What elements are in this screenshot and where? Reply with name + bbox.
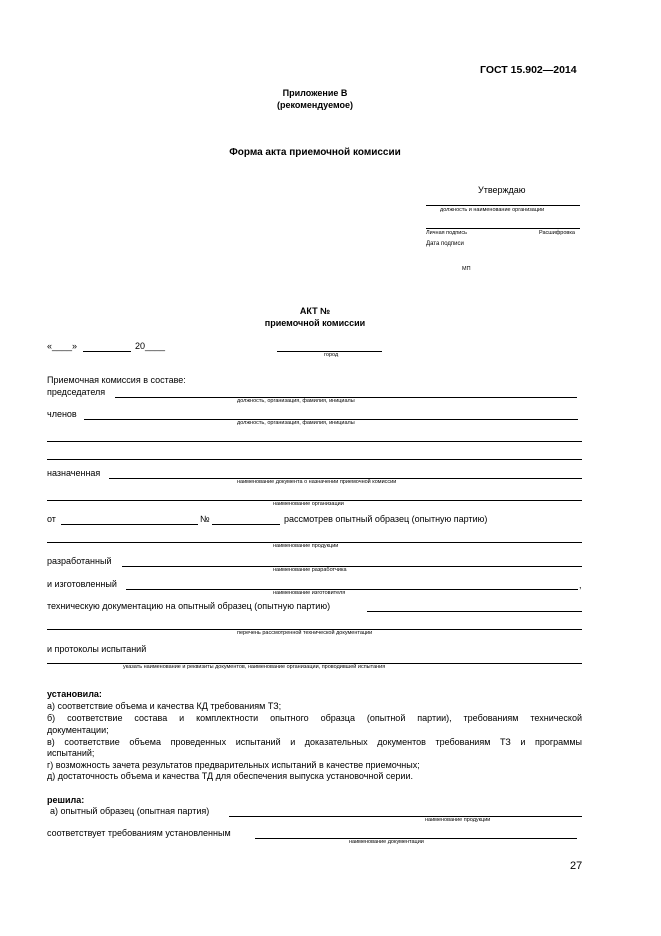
established-item-b-line-2: документации; (47, 725, 109, 735)
manufacturer-caption: наименование изготовителя (273, 590, 346, 596)
standard-number: ГОСТ 15.902—2014 (480, 64, 577, 76)
approve-decoding-label: Расшифровка (539, 230, 575, 236)
developer-line (122, 566, 582, 567)
complies-doc-caption: наименование документации (349, 839, 424, 845)
members-caption: должность, организация, фамилия, инициалы (237, 420, 355, 426)
manufactured-label: и изготовленный (47, 579, 117, 589)
from-date-line (61, 524, 198, 525)
appendix-title: Приложение В (282, 88, 348, 98)
composition-label: Приемочная комиссия в составе: (47, 375, 186, 385)
established-item-b-line-1: б) соответствие состава и комплектности опытного образца (опытной партии), требованиям технической (47, 713, 582, 723)
protocols-label: и протоколы испытаний (47, 644, 147, 654)
product-caption: наименование продукции (273, 543, 339, 549)
approve-date-label: Дата подписи (426, 241, 464, 247)
form-title: Форма акта приемочной комиссии (229, 147, 401, 158)
chairman-label: председателя (47, 387, 106, 397)
decided-item-a: а) опытный образец (опытная партия) (50, 806, 210, 816)
established-item-e: д) достаточность объема и качества ТД для обеспечения выпуска установочной серии. (47, 771, 413, 781)
established-item-d: г) возможность зачета результатов предварительных испытаний в качестве приемочных; (47, 760, 420, 770)
approve-signature-line (426, 228, 580, 229)
decided-heading: решила: (47, 795, 85, 805)
appointed-label: назначенная (47, 468, 101, 478)
developed-label: разработанный (47, 556, 112, 566)
appointed-caption: наименование документа о назначении приемочной комиссии (237, 479, 397, 485)
act-date-day: «____» (47, 341, 78, 351)
page-number: 27 (570, 860, 583, 872)
members-extra-line-1 (47, 441, 582, 442)
act-date-month-line (83, 351, 131, 352)
complies-label: соответствует требованиям установленным (47, 828, 231, 838)
protocols-caption: указать наименование и реквизиты документов, наименование организации, проводившей испытания (123, 664, 386, 670)
approve-label: Утверждаю (478, 185, 526, 195)
number-line (212, 524, 280, 525)
established-item-a: а) соответствие объема и качества КД требованиям ТЗ; (47, 701, 282, 711)
approve-position-caption: должность и наименование организации (440, 207, 545, 213)
reviewed-label: рассмотрев опытный образец (опытную партию) (284, 514, 488, 524)
manufacturer-line (126, 589, 578, 590)
approve-signature-label: Личная подпись (426, 230, 467, 236)
org-caption: наименование организации (273, 501, 344, 507)
tech-docs-label: техническую документацию на опытный образец (опытную партию) (47, 601, 331, 611)
established-item-c-line-2: испытаний; (47, 748, 95, 758)
members-label: членов (47, 409, 77, 419)
approve-position-line (426, 205, 580, 206)
act-title: АКТ № (299, 306, 331, 316)
established-heading: установила: (47, 689, 102, 699)
chairman-caption: должность, организация, фамилия, инициалы (237, 398, 355, 404)
tech-docs-line (367, 611, 582, 612)
number-label: № (200, 514, 210, 524)
act-city-caption: город (324, 352, 339, 358)
decided-product-caption: наименование продукции (425, 817, 491, 823)
act-subtitle: приемочной комиссии (264, 318, 366, 328)
act-date-year: 20____ (135, 341, 166, 351)
established-item-c-line-1: в) соответствие объема проведенных испытаний и доказательных документов требованиям ТЗ и программы (47, 737, 582, 747)
from-label: от (47, 514, 56, 524)
developer-caption: наименование разработчика (273, 567, 347, 573)
tech-docs-caption: перечень рассмотренной технической документации (237, 630, 373, 636)
approve-stamp-label: МП (462, 266, 471, 272)
members-extra-line-2 (47, 459, 582, 460)
decided-product-line (229, 816, 582, 817)
manufactured-comma: , (579, 580, 582, 590)
appendix-subtitle: (рекомендуемое) (277, 100, 353, 110)
